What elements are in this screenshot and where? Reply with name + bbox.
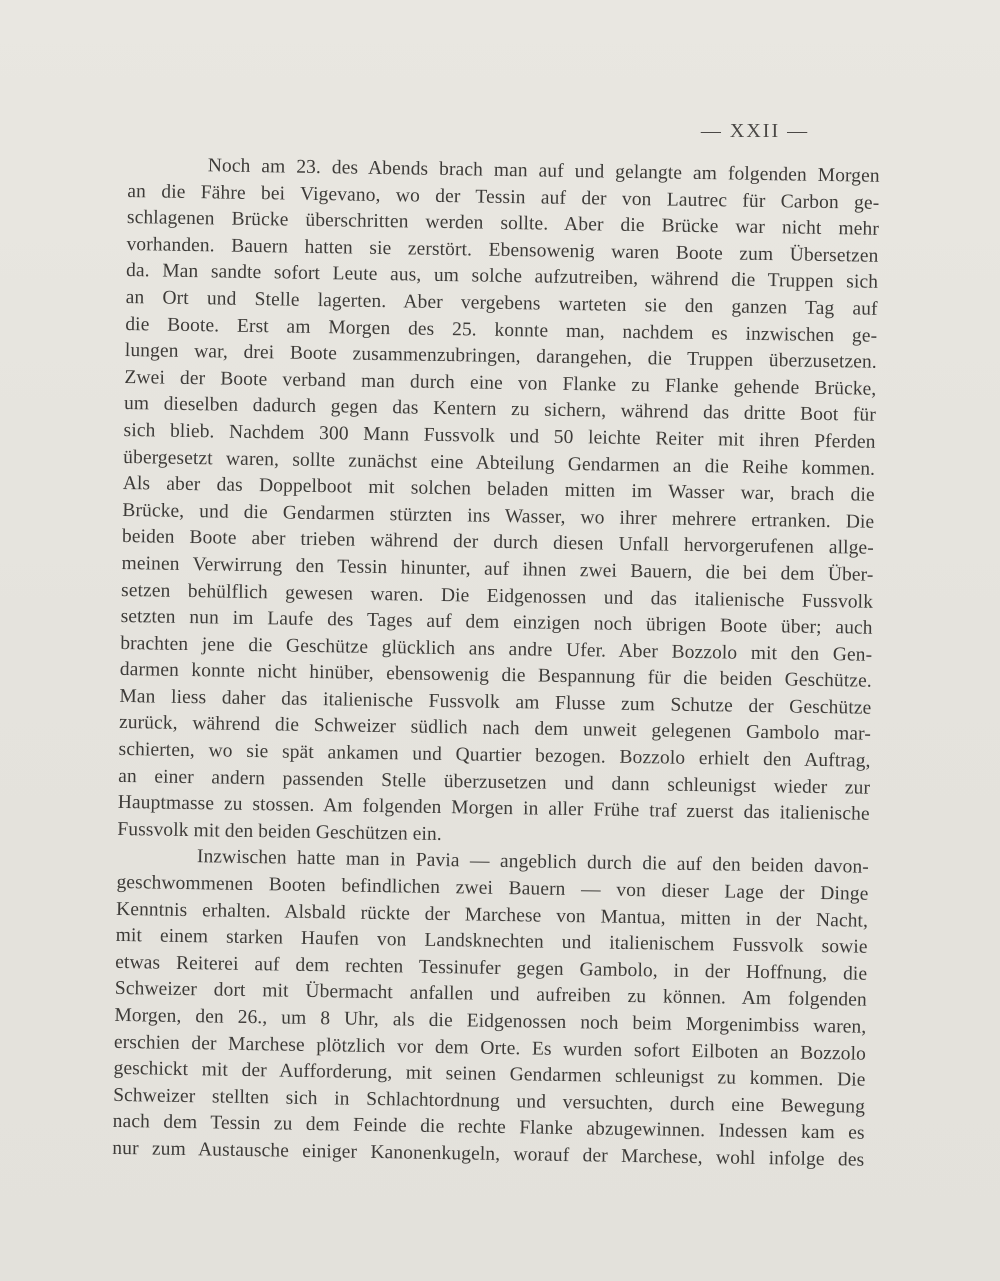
text-line: Schweizer stellten sich in Schlachtordnung und versuchten, durch eine Bewegung (113, 1084, 866, 1118)
text-line: setzen behülflich gewesen waren. Die Eidgenossen und das italienische Fussvolk (120, 579, 874, 613)
text-line: vorhanden. Bauern hatten sie zerstört. Ebensowenig waren Boote zum Übersetzen (126, 233, 879, 267)
text-line: lungen war, drei Boote zusammenzubringen, darangehen, die Truppen überzusetzen. (124, 340, 877, 373)
text-line: Brücke, und die Gendarmen stürzten ins Wasser, wo ihrer mehrere ertranken. Die (122, 499, 875, 533)
text-line: Kenntnis erhalten. Alsbald rückte der Marchese von Mantua, mitten in der Nacht, (115, 898, 869, 932)
text-line: Inzwischen hatte man in Pavia — angeblich durch die auf den beiden davon- (196, 846, 870, 879)
text-line: sich blieb. Nachdem 300 Mann Fussvolk und 50 leichte Reiter mit ihren Pferden (123, 419, 876, 453)
text-line: an die Fähre bei Vigevano, wo der Tessin auf der von Lautrec für Carbon ge- (127, 180, 880, 214)
text-line: die Boote. Erst am Morgen des 25. konnte man, nachdem es inzwischen ge- (125, 313, 878, 347)
page-number (0, 120, 1000, 143)
text-line: geschickt mit der Aufforderung, mit seinen Gendarmen schleunigst zu kommen. Die (113, 1058, 866, 1091)
text-line: etwas Reiterei auf dem rechten Tessinufer gegen Gambolo, in der Hoffnung, die (115, 951, 868, 985)
text-line: um dieselben dadurch gegen das Kentern zu sichern, während das dritte Boot für (123, 393, 877, 427)
text-line: an einer andern passenden Stelle überzusetzen und dann schleunigst wieder zur (118, 765, 871, 799)
text-line: beiden Boote aber trieben während der durch diesen Unfall hervorgerufenen allge- (121, 526, 875, 560)
text-line: da. Man sandte sofort Leute aus, um solche aufzutreiben, während die Truppen sich (125, 260, 879, 294)
body-text (112, 152, 880, 1174)
text-line: Noch am 23. des Abends brach man auf und gelangte am folgenden Morgen (207, 155, 880, 187)
text-line: Man liess daher das italienische Fussvolk am Flusse zum Schutze der Geschütze (119, 685, 872, 719)
text-line: nach dem Tessin zu dem Feinde die rechte Flanke abzugewinnen. Indessen kam es (112, 1111, 865, 1145)
text-line: darmen konnte nicht hinüber, ebensowenig die Bespannung für die beiden Geschütze. (119, 659, 872, 693)
text-line: Als aber das Doppelboot mit solchen beladen mitten im Wasser war, brach die (122, 473, 875, 506)
paragraph-1 (117, 152, 880, 855)
text-line: setzten nun im Laufe des Tages auf dem einzigen noch übrigen Boote über; auch (120, 606, 873, 639)
text-line: Morgen, den 26., um 8 Uhr, als die Eidgenossen noch beim Morgenimbiss waren, (114, 1004, 867, 1038)
text-line: erschien der Marchese plötzlich vor dem Orte. Es wurden sofort Eilboten an Bozzolo (113, 1031, 867, 1065)
text-line: Hauptmasse zu stossen. Am folgenden Morgen in aller Frühe traf zuerst das italienische (117, 792, 870, 825)
text-line: an Ort und Stelle lagerten. Aber vergebens warteten sie den ganzen Tag auf (125, 286, 878, 320)
text-line: schierten, wo sie spät ankamen und Quartier bezogen. Bozzolo erhielt den Auftrag, (118, 738, 871, 772)
text-line: Zwei der Boote verband man durch eine von Flanke zu Flanke gehende Brücke, (124, 366, 877, 400)
text-line: nur zum Austausche einiger Kanonenkugeln, worauf der Marchese, wohl infolge des (112, 1137, 865, 1171)
text-line: übergesetzt waren, sollte zunächst eine Abteilung Gendarmen an die Reihe kommen. (123, 446, 876, 480)
text-line: zurück, während die Schweizer südlich nach dem unweit gelegenen Gambolo mar- (118, 712, 872, 746)
text-line: geschwommenen Booten befindlichen zwei Bauern — von dieser Lage der Dinge (116, 871, 869, 905)
paragraph-2 (112, 843, 869, 1174)
page-number-text: — XXII — (700, 120, 810, 142)
text-line: Fussvolk mit den beiden Geschützen ein. (117, 818, 443, 845)
text-line: mit einem starken Haufen von Landsknechten und italienischem Fussvolk sowie (115, 925, 868, 958)
text-line: brachten jene die Geschütze glücklich ans andre Ufer. Aber Bozzolo mit den Gen- (120, 632, 873, 666)
text-line: meinen Verwirrung den Tessin hinunter, auf ihnen zwei Bauern, die bei dem Über- (121, 552, 874, 586)
text-line: Schweizer dort mit Übermacht anfallen und aufreiben zu können. Am folgenden (114, 978, 867, 1012)
text-line: schlagenen Brücke überschritten werden sollte. Aber die Brücke war nicht mehr (126, 207, 880, 240)
